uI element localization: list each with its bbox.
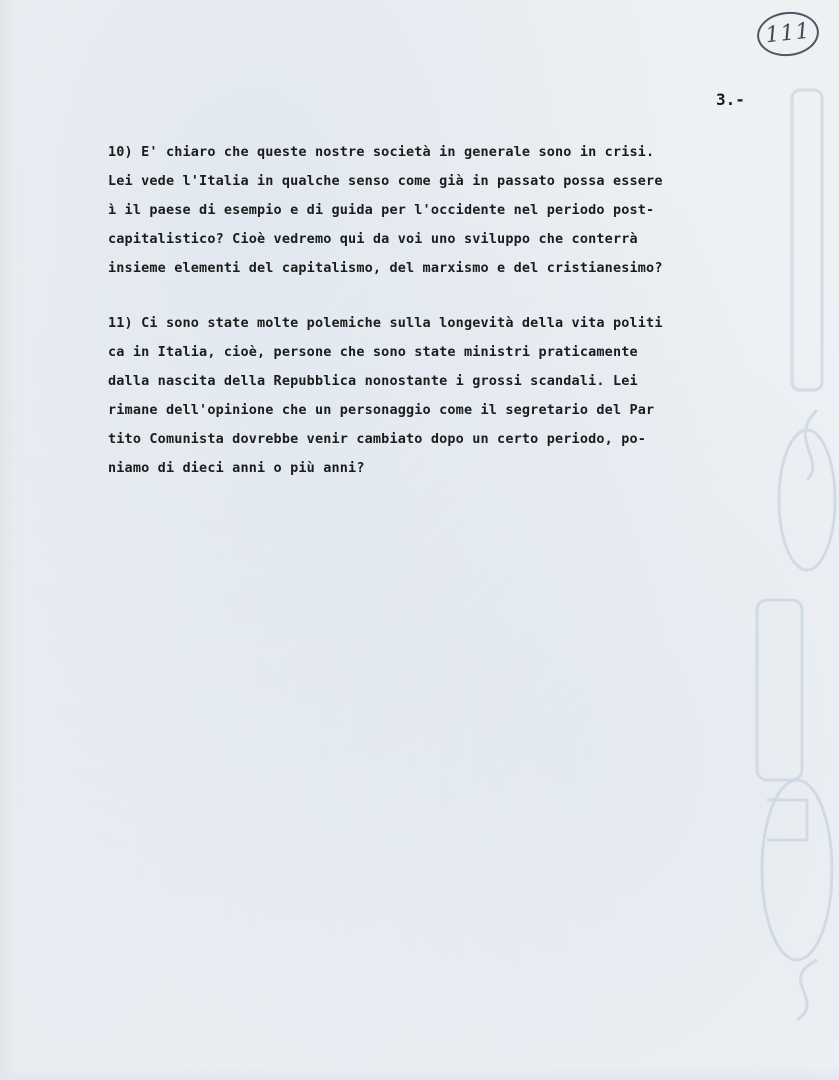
text-line: ì il paese di esempio e di guida per l'occidente nel periodo post- <box>108 202 655 218</box>
text-line: niamo di dieci anni o più anni? <box>108 460 365 476</box>
page-number: 3.- <box>716 90 745 109</box>
text-line: Lei vede l'Italia in qualche senso come già in passato possa essere <box>108 173 663 189</box>
text-line: ca in Italia, cioè, persone che sono state ministri praticamente <box>108 344 638 360</box>
paragraph-question-10 <box>108 138 788 283</box>
paragraph-question-11 <box>108 309 788 483</box>
page-left-edge-shadow <box>0 0 18 1080</box>
text-line: capitalistico? Cioè vedremo qui da voi uno sviluppo che conterrà <box>108 231 638 247</box>
text-line: 10) E' chiaro che queste nostre società in generale sono in crisi. <box>108 144 655 160</box>
text-line: 11) Ci sono state molte polemiche sulla longevità della vita politi <box>108 315 663 331</box>
folio-stamp <box>755 9 821 59</box>
text-line: dalla nascita della Repubblica nonostante i grossi scandali. Lei <box>108 373 638 389</box>
text-line: tito Comunista dovrebbe venir cambiato dopo un certo periodo, po- <box>108 431 647 447</box>
page-bottom-edge-shadow <box>0 1066 839 1080</box>
text-line: insieme elementi del capitalismo, del marxismo e del cristianesimo? <box>108 260 663 276</box>
typed-body-text <box>108 138 788 509</box>
folio-number: 111 <box>764 18 812 49</box>
text-line: rimane dell'opinione che un personaggio come il segretario del Par <box>108 402 655 418</box>
